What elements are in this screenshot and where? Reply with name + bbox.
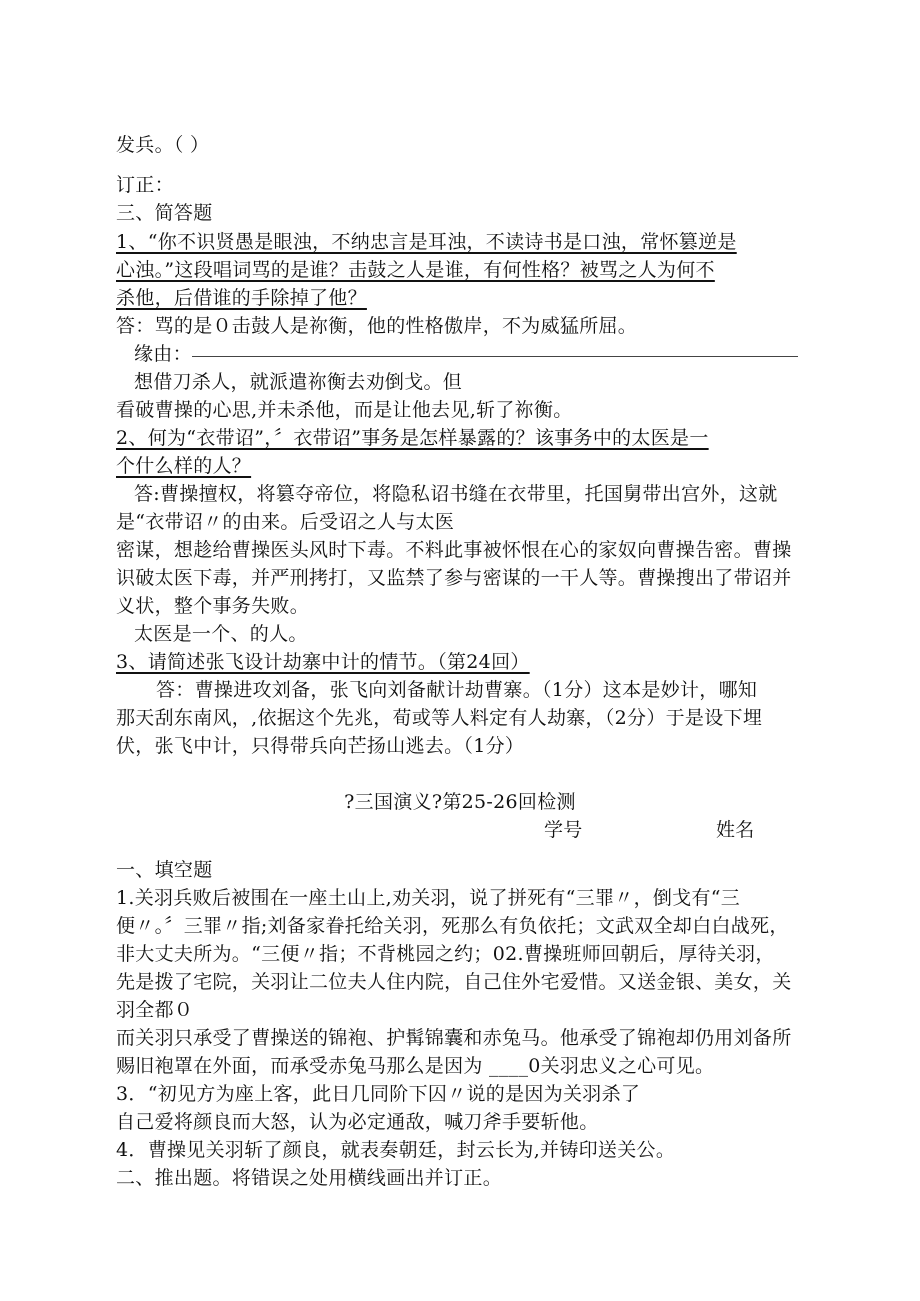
section-heading-correction: 二、推出题。将错误之处用横线画出并订正。 <box>116 1167 503 1189</box>
fill-blank-1-line-3: 非大丈夫所为。“三便〃指；不背桃园之约；02.曹操班师回朝后，厚待关羽， <box>116 943 775 965</box>
question-1-line-1: 1、“你不识贤愚是眼浊，不纳忠言是耳浊，不读诗书是口浊，常怀篡逆是 <box>116 231 737 253</box>
text-line-correction: 订正： <box>116 174 174 196</box>
fill-blank-1-line-5: 羽全都０ <box>116 999 194 1021</box>
section-heading-short-answer: 三、简答题 <box>116 202 213 224</box>
answer-2-line-4: 识破太医下毒，并严刑拷打，又监禁了参与密谋的一干人等。曹操搜出了带诏并 <box>116 567 792 589</box>
question-2-line-1: 2、何为“衣带诏”，〞衣带诏”事务是怎样暴露的？该事务中的太医是一 <box>116 427 709 449</box>
fill-blank-2-line-1: 而关羽只承受了曹操送的锦袍、护髯锦囊和赤兔马。他承受了锦袍却仍用刘备所 <box>116 1027 792 1049</box>
answer-1-line-4: 看破曹操的心思,并未杀他，而是让他去见,斩了祢衡。 <box>116 399 573 421</box>
question-1-line-2: 心浊。”这段唱词骂的是谁？击鼓之人是谁，有何性格？被骂之人为何不 <box>116 259 715 281</box>
fill-blank-1-line-1: 1.关羽兵败后被围在一座土山上,劝关羽，说了拼死有“三罪〃，倒戈有“三 <box>116 887 741 909</box>
answer-2-line-3: 密谋，想趁给曹操医头风时下毒。不料此事被怀恨在心的家奴向曹操告密。曹操 <box>116 539 792 561</box>
fill-blank-3-line-2: 自己爱将颜良而大怒，认为必定通敌，喊刀斧手要斩他。 <box>116 1111 599 1133</box>
answer-blank-line <box>192 356 798 357</box>
question-2-line-2: 个什么样的人？ <box>116 455 252 477</box>
question-3: 3、请简述张飞设计劫寨中计的情节。（第24回） <box>116 651 530 673</box>
fill-blank-3-line-1: 3．“初见方为座上客，此日几同阶下囚〃说的是因为关羽杀了 <box>116 1083 641 1105</box>
answer-3-line-3: 伏，张飞中计，只得带兵向芒扬山逃去。（1分） <box>116 735 525 757</box>
question-1-line-3: 杀他，后借谁的手除掉了他？ <box>116 287 367 309</box>
answer-3-line-1: 答：曹操进攻刘备，张飞向刘备献计劫曹寨。（1分）这本是妙计，哪知 <box>156 679 758 701</box>
answer-2-line-1: 答:曹操擅权，将篡夺帝位，将隐私诏书缝在衣带里，托国舅带出宫外，这就 <box>134 483 778 505</box>
answer-3-line-2: 那天刮东南风，,依据这个先兆，荀或等人料定有人劫寨，（2分）于是设下埋 <box>116 707 763 729</box>
test-title: ?三国演义?第25-26回检测 <box>344 791 576 813</box>
answer-1-line-3: 想借刀杀人，就派遣祢衡去劝倒戈。但 <box>134 371 463 393</box>
section-heading-fill-blank: 一、填空题 <box>116 859 213 881</box>
answer-2-line-5: 义状，整个事务失败。 <box>116 595 310 617</box>
answer-1-reason-label: 缘由： <box>134 343 192 365</box>
student-name-label: 姓名 <box>716 819 755 841</box>
student-number-label: 学号 <box>544 819 583 841</box>
answer-2-line-6: 太医是一个、的人。 <box>134 623 308 645</box>
fill-blank-4: 4．曹操见关羽斩了颜良，就表奏朝廷，封云长为,并铸印送关公。 <box>116 1139 676 1161</box>
fill-blank-1-line-2: 便〃。〞三罪〃指;刘备家眷托给关羽，死那么有负依托；文武双全却白白战死， <box>116 915 789 937</box>
answer-1-line-1: 答：骂的是０击鼓人是祢衡，他的性格傲岸，不为威猛所屈。 <box>116 315 638 337</box>
fill-blank-1-line-4: 先是拨了宅院，关羽让二位夫人住内院，自己住外宅爱惜。又送金银、美女，关 <box>116 971 792 993</box>
text-line-fabing: 发兵。（ ） <box>116 134 210 156</box>
fill-blank-2-line-2: 赐旧袍罩在外面，而承受赤兔马那么是因为 ____0关羽忠义之心可见。 <box>116 1055 715 1077</box>
answer-2-line-2: 是“衣带诏〃的由来。后受诏之人与太医 <box>116 511 455 533</box>
